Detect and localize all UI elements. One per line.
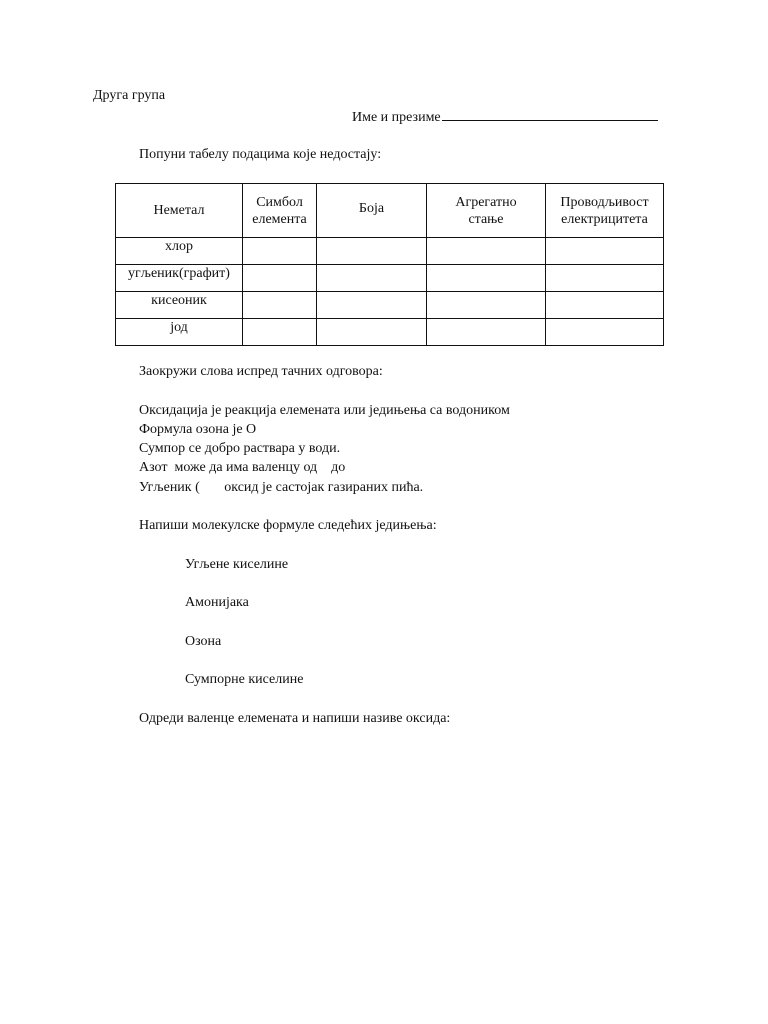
cell-state[interactable]: [427, 292, 546, 319]
cell-color[interactable]: [317, 319, 427, 346]
cell-color[interactable]: [317, 238, 427, 265]
header-symbol: Симбол елемента: [243, 184, 317, 238]
group-title: Друга група: [93, 88, 166, 103]
cell-conductivity[interactable]: [546, 319, 664, 346]
formula-instruction: Напиши молекулске формуле следећих једињења:: [139, 518, 437, 533]
compound-ozone: Озона: [185, 634, 222, 649]
compound-carbonic-acid: Угљене киселине: [185, 557, 289, 572]
cell-conductivity[interactable]: [546, 265, 664, 292]
table-row: [116, 292, 664, 319]
header-state: Агрегатно стање: [427, 184, 546, 238]
cell-symbol[interactable]: [243, 292, 317, 319]
cell-symbol[interactable]: [243, 265, 317, 292]
cell-symbol[interactable]: [243, 319, 317, 346]
cell-conductivity[interactable]: [546, 292, 664, 319]
cell-symbol[interactable]: [243, 238, 317, 265]
table-row: [116, 319, 664, 346]
header-color: Боја: [317, 184, 427, 238]
cell-nonmetal: кисеоник: [116, 292, 243, 319]
table-instruction: Попуни табелу подацима које недостају:: [139, 147, 382, 162]
statement-oxidation[interactable]: Оксидација је реакција елемената или једињења са водоником: [139, 403, 510, 418]
cell-color[interactable]: [317, 292, 427, 319]
name-blank-line[interactable]: [442, 106, 658, 121]
cell-nonmetal: јод: [116, 319, 243, 346]
cell-nonmetal: угљеник(графит): [116, 265, 243, 292]
table-row: [116, 238, 664, 265]
header-nonmetal: Неметал: [116, 184, 243, 238]
cell-conductivity[interactable]: [546, 238, 664, 265]
compound-sulfuric-acid: Сумпорне киселине: [185, 672, 304, 687]
element-table: [115, 183, 664, 346]
cell-state[interactable]: [427, 238, 546, 265]
statement-ozone-formula[interactable]: Формула озона је О: [139, 422, 257, 437]
statement-sulfur[interactable]: Сумпор се добро раствара у води.: [139, 441, 341, 456]
table-header-row: [116, 184, 664, 238]
cell-state[interactable]: [427, 319, 546, 346]
valence-instruction: Одреди валенце елемената и напиши називе оксида:: [139, 711, 451, 726]
cell-color[interactable]: [317, 265, 427, 292]
header-conductivity: Проводљивост електрицитета: [546, 184, 664, 238]
name-field[interactable]: [352, 106, 658, 127]
cell-nonmetal: хлор: [116, 238, 243, 265]
statement-nitrogen[interactable]: Азот може да има валенцу од до: [139, 460, 346, 475]
cell-state[interactable]: [427, 265, 546, 292]
name-label: Име и презиме: [352, 110, 441, 125]
circle-instruction: Заокружи слова испред тачних одговора:: [139, 364, 383, 379]
statement-carbon-oxide[interactable]: Угљеник ( оксид је састојак газираних пића.: [139, 480, 424, 495]
table-row: [116, 265, 664, 292]
compound-ammonia: Амонијака: [185, 595, 249, 610]
